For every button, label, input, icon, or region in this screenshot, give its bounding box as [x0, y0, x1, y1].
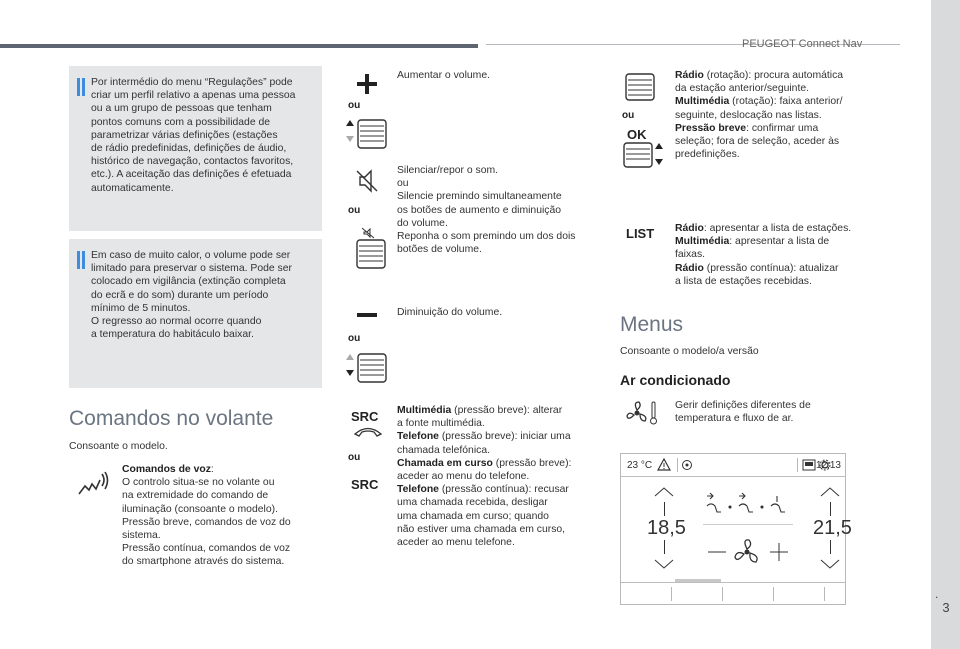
- left-temp-tick: [664, 540, 665, 554]
- list-text: Rádio: apresentar a lista de estações. Multimédia: apresentar a lista de faixas. Rádio (pressão contínua): atualizar a lista de estações recebidas.: [675, 223, 852, 287]
- status-divider: [677, 458, 678, 472]
- mute-text: Silenciar/repor o som. ou Silencie premindo simultaneamente os botões de aumento e diminuição do volume. Reponha o som premindo um dos dois botões de volume.: [397, 165, 576, 256]
- fan-temperature-icon: [625, 399, 659, 427]
- minus-icon: [355, 311, 379, 319]
- right-temp-up-icon: [819, 486, 841, 498]
- or-label: ou: [348, 205, 361, 216]
- or-label: ou: [622, 110, 635, 121]
- warning-icon: [657, 458, 671, 471]
- page-number: 3: [942, 600, 950, 615]
- info-box-profiles: [69, 66, 322, 231]
- or-label: ou: [348, 100, 361, 111]
- outside-temperature: 23 °C: [627, 460, 653, 471]
- or-label: ou: [348, 333, 361, 344]
- right-temperature: 21,5: [813, 517, 852, 539]
- ac-text: Gerir definições diferentes de temperatura e fluxo de ar.: [675, 400, 811, 425]
- page-marker: .: [935, 587, 939, 601]
- center-divider: [703, 524, 793, 525]
- src-button-label-alt: SRC: [351, 477, 379, 492]
- thumbwheel-ok-icon: [622, 141, 664, 169]
- menus-subtitle: Consoante o modelo/a versão: [620, 346, 759, 357]
- rotation-text: Rádio (rotação): procura automática da estação anterior/seguinte. Multimédia (rotação): faixa anterior/ seguinte, deslocação nas listas. Pressão breve: confirmar uma seleção; fora de seleção, aceder às predefinições.: [675, 70, 844, 161]
- left-temp-down-icon: [653, 558, 675, 570]
- header-rule: [0, 44, 478, 48]
- info-box-heat: [69, 239, 322, 388]
- climate-screen: [620, 453, 852, 605]
- steering-subtitle: Consoante o modelo.: [69, 441, 168, 452]
- section-title-steering: Comandos no volante: [69, 407, 274, 430]
- fan-icon: [733, 538, 761, 566]
- src-button-label: SRC: [351, 409, 379, 424]
- src-text: Multimédia (pressão breve): alterar a fonte multimédia. Telefone (pressão breve): iniciar uma chamada telefónica. Chamada em curso (pressão breve): aceder ao menu do telefone. Telefone (pressão contínua): recusar uma chamada recebida, desligar uma chamada em curso; quando não estiver uma chamada em curso, aceder ao menu telefone.: [397, 405, 572, 549]
- bottom-divider: [773, 587, 774, 601]
- voice-command-text: Comandos de voz: O controlo situa-se no volante ou na extremidade do comando de iluminação (consoante o modelo). Pressão breve, comandos de voz do sistema. Pressão contínua, comandos de voz do smartphone através do sistema.: [122, 464, 291, 568]
- status-divider: [797, 458, 798, 472]
- info-icon: [77, 78, 80, 96]
- thumbwheel-small-icon: [624, 72, 656, 102]
- status-bar: [621, 454, 845, 477]
- clock: 12:13: [815, 460, 841, 471]
- voice-description: O controlo situa-se no volante ou na extremidade do comando de iluminação (consoante o modelo). Pressão breve, comandos de voz do sistema. Pressão contínua, comandos de voz do smartphone através do sistema.: [122, 477, 291, 568]
- voice-command-icon: [76, 470, 110, 498]
- volume-up-text: Aumentar o volume.: [397, 70, 490, 81]
- thumbwheel-mute-icon: [354, 226, 386, 270]
- bottom-divider: [671, 587, 672, 601]
- screen-bottom-bar: [621, 582, 845, 604]
- phone-icon: [353, 425, 383, 437]
- section-title-menus: Menus: [620, 313, 684, 336]
- list-button-label: LIST: [626, 226, 655, 241]
- thumbwheel-down-icon: [346, 352, 388, 384]
- info-text: Em caso de muito calor, o volume pode ser limitado para preservar o sistema. Pode ser colocado em vigilância (extinção completa do ecrã e do som) durante um período mínimo de 5 minutos. O regresso ao normal ocorre quando a temperatura do habitáculo baixar.: [91, 250, 292, 341]
- header-title: PEUGEOT Connect Nav: [742, 38, 863, 50]
- screen-icon: [802, 459, 816, 471]
- thumbwheel-up-icon: [346, 118, 388, 150]
- info-text: Por intermédio do menu “Regulações” pode criar um perfil relativo a apenas uma pessoa ou a um grupo de pessoas que tenham pontos comuns com a possibilidade de parametrizar várias definições (estações de rádio predefinidas, definições de áudio, histórico de navegação, contactos favoritos, etc.). A aceitação das definições é efetuada automaticamente.: [91, 77, 296, 194]
- fan-increase-icon: [769, 542, 789, 562]
- bottom-divider: [824, 587, 825, 601]
- location-icon: [681, 459, 693, 471]
- ok-button-label: OK: [627, 127, 647, 142]
- page-edge-bar: [931, 0, 960, 649]
- voice-label: Comandos de voz: [122, 464, 211, 475]
- plus-icon: [355, 72, 379, 96]
- right-temp-tick: [830, 502, 831, 516]
- left-temperature: 18,5: [647, 517, 686, 539]
- volume-down-text: Diminuição do volume.: [397, 307, 503, 318]
- right-temp-tick: [830, 540, 831, 554]
- airflow-mode-icons: [703, 492, 797, 518]
- mute-speaker-icon: [354, 168, 380, 194]
- right-temp-down-icon: [819, 558, 841, 570]
- info-icon: [77, 251, 80, 269]
- fan-decrease-icon: [707, 550, 727, 554]
- or-label: ou: [348, 452, 361, 463]
- ac-title: Ar condicionado: [620, 372, 731, 388]
- left-temp-tick: [664, 502, 665, 516]
- left-temp-up-icon: [653, 486, 675, 498]
- bottom-divider: [722, 587, 723, 601]
